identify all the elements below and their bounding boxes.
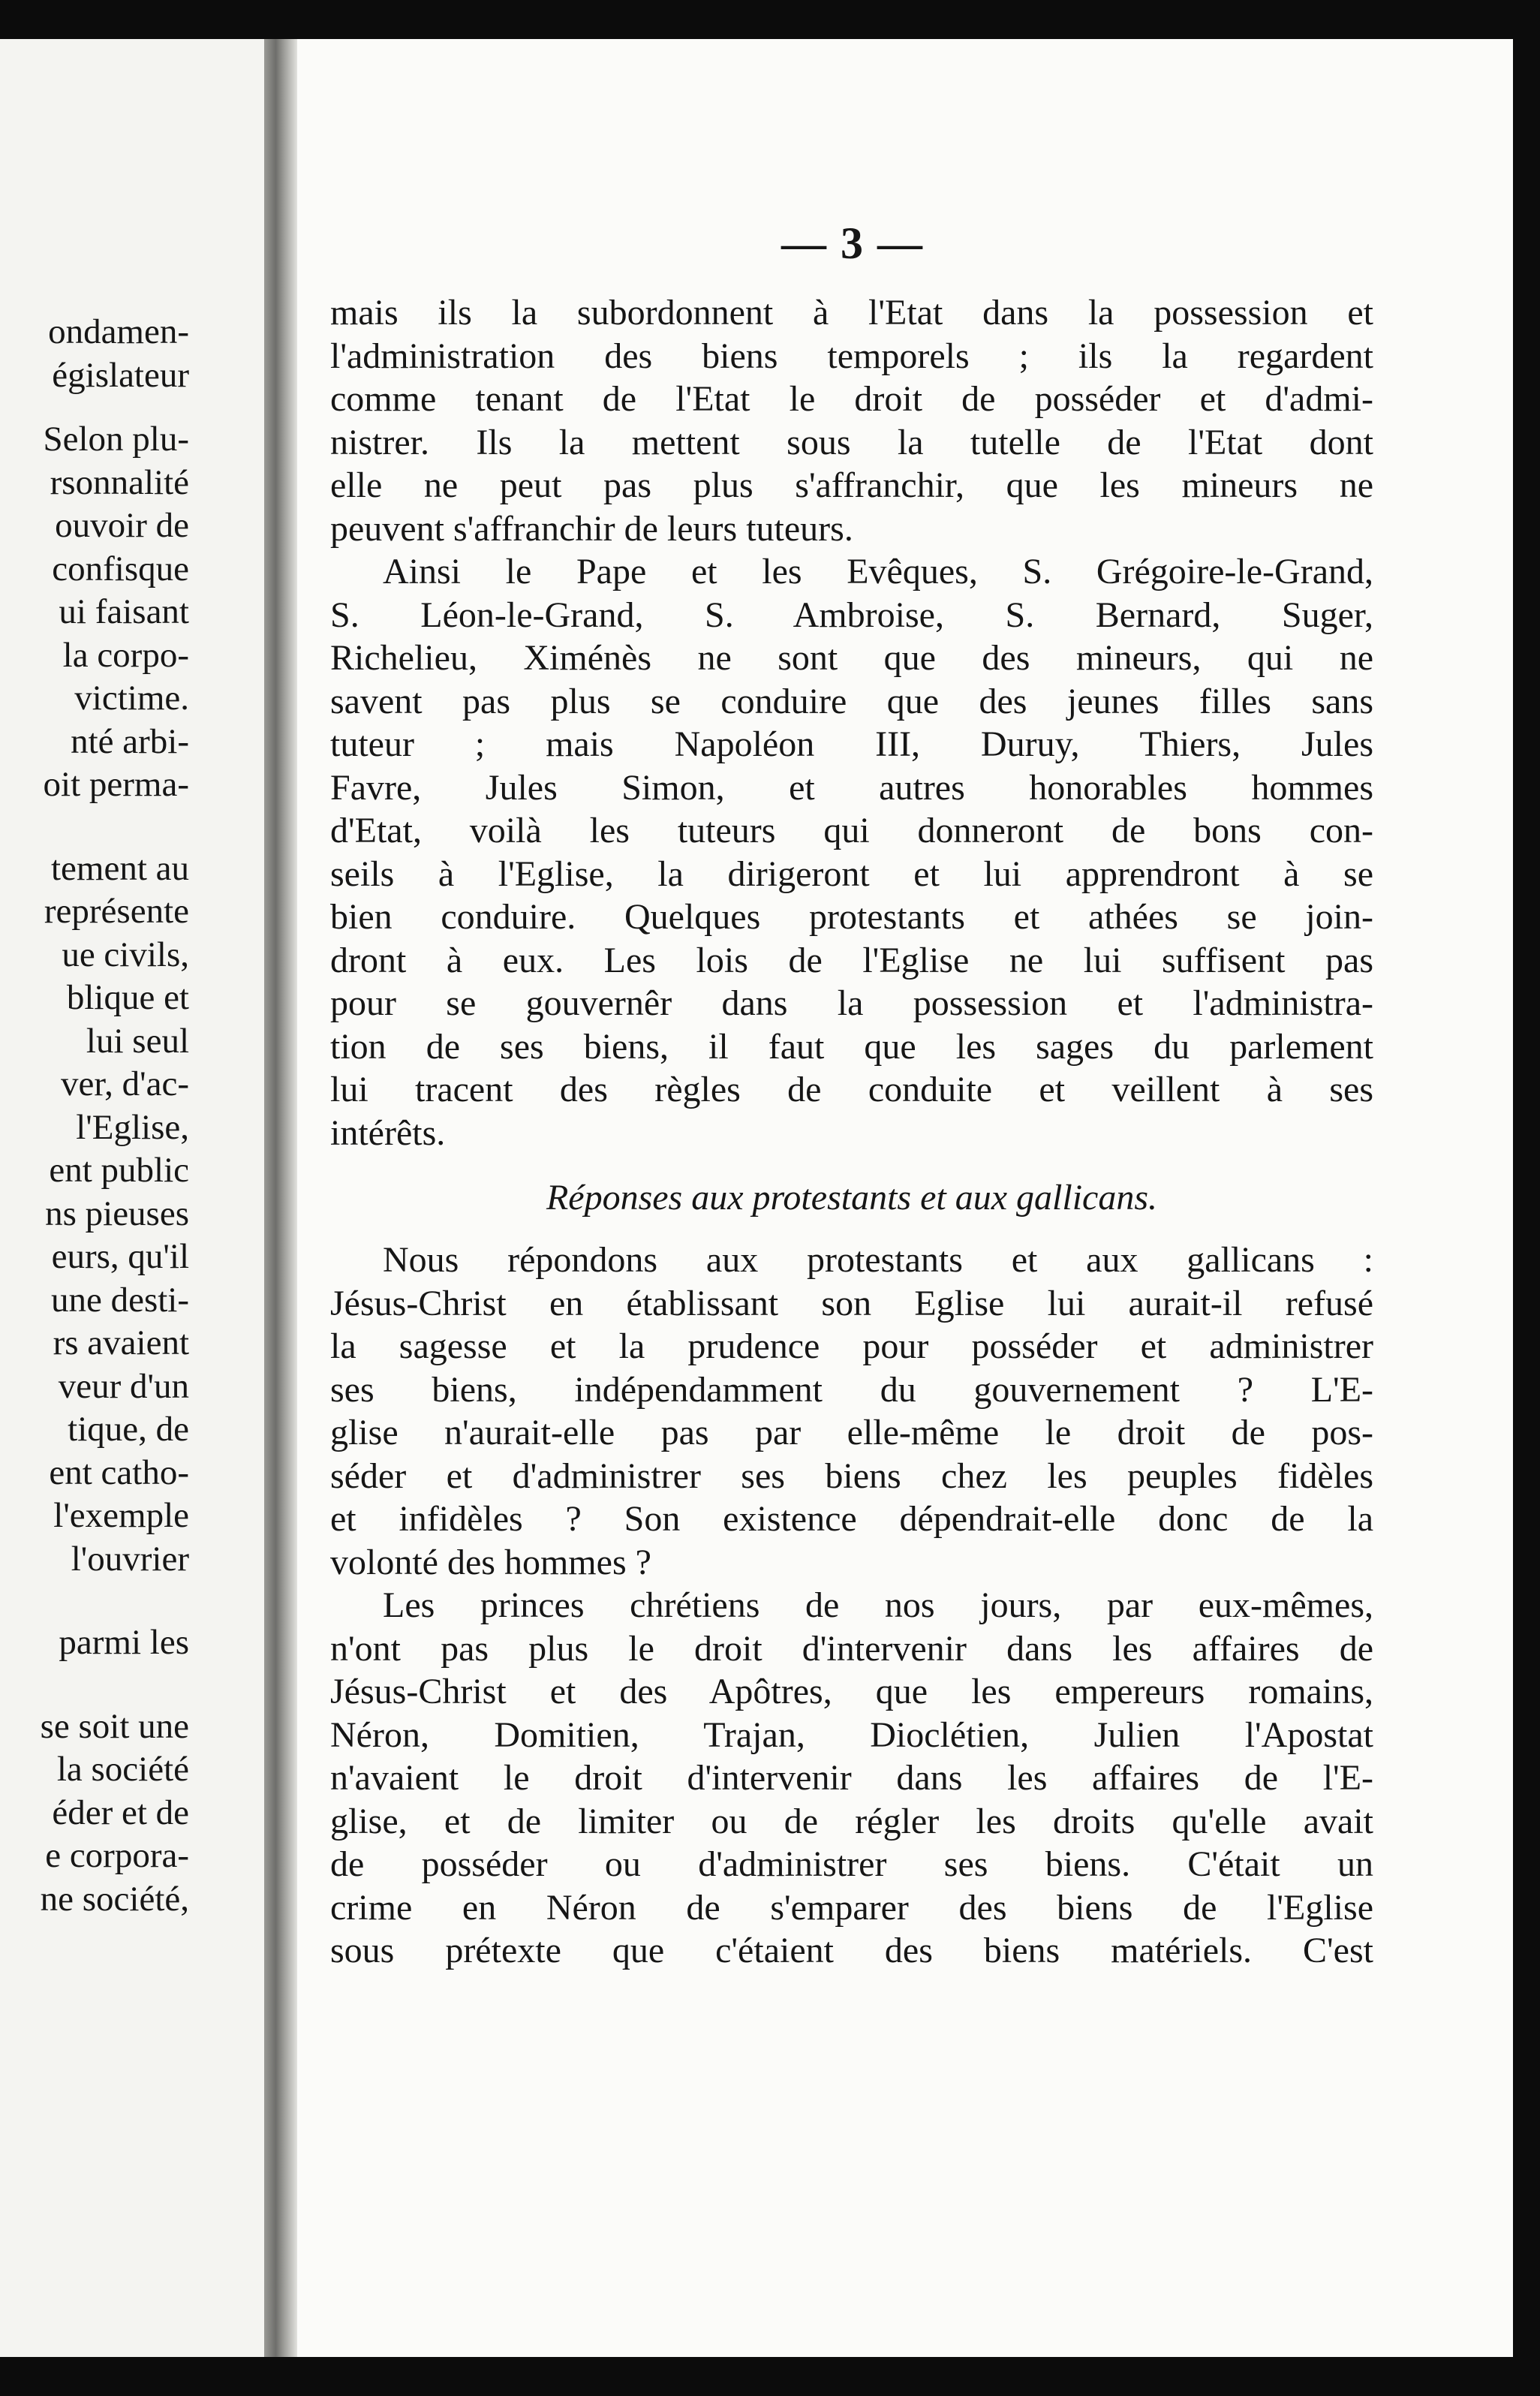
paragraph — [330, 1239, 1373, 1584]
left-line: ondamen- — [48, 312, 189, 351]
text-line: comme tenant de l'Etat le droit de posséder et d'admi- — [330, 379, 1373, 419]
left-line: e corpora- — [45, 1836, 189, 1875]
text-line: de posséder ou d'administrer ses biens. C'était un — [330, 1844, 1373, 1884]
left-line: se soit une — [40, 1706, 189, 1746]
text-line: sous prétexte que c'étaient des biens matériels. C'est — [330, 1931, 1373, 1970]
text-line: n'ont pas plus le droit d'intervenir dans les affaires de — [330, 1628, 1373, 1669]
text-line: séder et d'administrer ses biens chez les peuples fidèles — [330, 1455, 1373, 1496]
text-line: pour se gouvernêr dans la possession et l'administra- — [330, 983, 1373, 1023]
left-line: ui faisant — [59, 592, 189, 631]
left-line: l'exemple — [53, 1496, 189, 1535]
text-line: Favre, Jules Simon, et autres honorables hommes — [330, 767, 1373, 808]
left-line: la société — [56, 1750, 189, 1789]
text-line: nistrer. Ils la mettent sous la tutelle de l'Etat dont — [330, 422, 1373, 462]
left-line: une desti- — [50, 1280, 189, 1320]
left-line: blique et — [66, 978, 189, 1017]
left-line: Selon plu- — [43, 420, 189, 459]
left-line: oit perma- — [43, 765, 189, 804]
left-line: veur d'un — [58, 1366, 189, 1406]
text-line: et infidèles ? Son existence dépendrait-elle donc de la — [330, 1499, 1373, 1539]
text-line: Ainsi le Pape et les Evêques, S. Grégoire-le-Grand, — [383, 552, 1373, 591]
left-line: parmi les — [59, 1623, 189, 1662]
text-line: peuvent s'affranchir de leurs tuteurs. — [330, 508, 853, 549]
text-line: crime en Néron de s'emparer des biens de l'Eglise — [330, 1887, 1373, 1928]
text-line: dront à eux. Les lois de l'Eglise ne lui suffisent pas — [330, 940, 1373, 980]
left-line: égislateur — [52, 355, 189, 395]
left-line: ver, d'ac- — [61, 1064, 189, 1103]
previous-page-fragment — [0, 39, 264, 2357]
text-line: tion de ses biens, il faut que les sages du parlement — [330, 1026, 1373, 1067]
left-line: ent public — [49, 1151, 189, 1190]
left-line: lui seul — [86, 1021, 189, 1061]
left-line: éder et de — [52, 1792, 189, 1832]
text-line: Jésus-Christ en établissant son Eglise lui aurait-il refusé — [330, 1283, 1373, 1323]
left-line: ue civils, — [62, 935, 189, 974]
page-body — [330, 291, 1373, 1973]
text-line: Richelieu, Ximénès ne sont que des mineurs, qui ne — [330, 638, 1373, 678]
text-line: bien conduire. Quelques protestants et athées se join- — [330, 897, 1373, 937]
text-line: la sagesse et la prudence pour posséder et administrer — [330, 1326, 1373, 1366]
left-line: l'Eglise, — [76, 1107, 189, 1147]
left-line: victime. — [74, 679, 189, 718]
text-line: Nous répondons aux protestants et aux gallicans : — [383, 1240, 1373, 1280]
left-line: rsonnalité — [50, 462, 189, 502]
left-line: eurs, qu'il — [51, 1237, 189, 1276]
text-line: S. Léon-le-Grand, S. Ambroise, S. Bernard, Suger, — [330, 594, 1373, 635]
paragraph — [330, 550, 1373, 1154]
paragraph — [330, 291, 1373, 550]
left-line: l'ouvrier — [71, 1539, 189, 1579]
left-line: ne société, — [40, 1879, 189, 1919]
text-line: elle ne peut pas plus s'affranchir, que les mineurs ne — [330, 465, 1373, 505]
page — [297, 39, 1513, 2357]
previous-page-text — [0, 311, 189, 1921]
text-line: tuteur ; mais Napoléon III, Duruy, Thiers, Jules — [330, 724, 1373, 764]
left-line: rs avaient — [53, 1323, 189, 1362]
section-heading: Réponses aux protestants et aux gallicans. — [546, 1178, 1158, 1218]
text-line: seils à l'Eglise, la dirigeront et lui apprendront à se — [330, 853, 1373, 894]
paragraph — [330, 1584, 1373, 1973]
text-line: Néron, Domitien, Trajan, Dioclétien, Julien l'Apostat — [330, 1714, 1373, 1755]
text-line: mais ils la subordonnent à l'Etat dans la possession et — [330, 293, 1373, 333]
text-line: d'Etat, voilà les tuteurs qui donneront de bons con- — [330, 811, 1373, 850]
page-number: — 3 — — [781, 218, 924, 268]
book-gutter — [264, 39, 297, 2357]
left-line: tement au — [50, 848, 189, 888]
text-line: glise, et de limiter ou de régler les droits qu'elle avait — [330, 1801, 1373, 1841]
text-line: volonté des hommes ? — [330, 1542, 651, 1582]
left-line: nté arbi- — [71, 721, 189, 761]
text-line: Jésus-Christ et des Apôtres, que les empereurs romains, — [330, 1672, 1373, 1711]
left-line: ns pieuses — [45, 1193, 189, 1233]
text-line: ses biens, indépendamment du gouvernement ? L'E- — [330, 1369, 1373, 1410]
text-line: lui tracent des règles de conduite et veillent à ses — [330, 1070, 1373, 1109]
left-line: la corpo- — [62, 635, 189, 675]
text-line: intérêts. — [330, 1112, 446, 1153]
text-line: l'administration des biens temporels ; ils la regardent — [330, 336, 1373, 376]
left-line: confisque — [52, 549, 189, 588]
left-line: ent catho- — [49, 1452, 189, 1492]
text-line: n'avaient le droit d'intervenir dans les affaires de l'E- — [330, 1758, 1373, 1798]
text-line: Les princes chrétiens de nos jours, par eux-mêmes, — [383, 1585, 1373, 1625]
text-line: savent pas plus se conduire que des jeunes filles sans — [330, 681, 1373, 721]
left-line: représente — [44, 892, 189, 931]
left-line: tique, de — [68, 1410, 189, 1449]
left-line: ouvoir de — [55, 506, 189, 545]
text-line: glise n'aurait-elle pas par elle-même le droit de pos- — [330, 1413, 1373, 1452]
